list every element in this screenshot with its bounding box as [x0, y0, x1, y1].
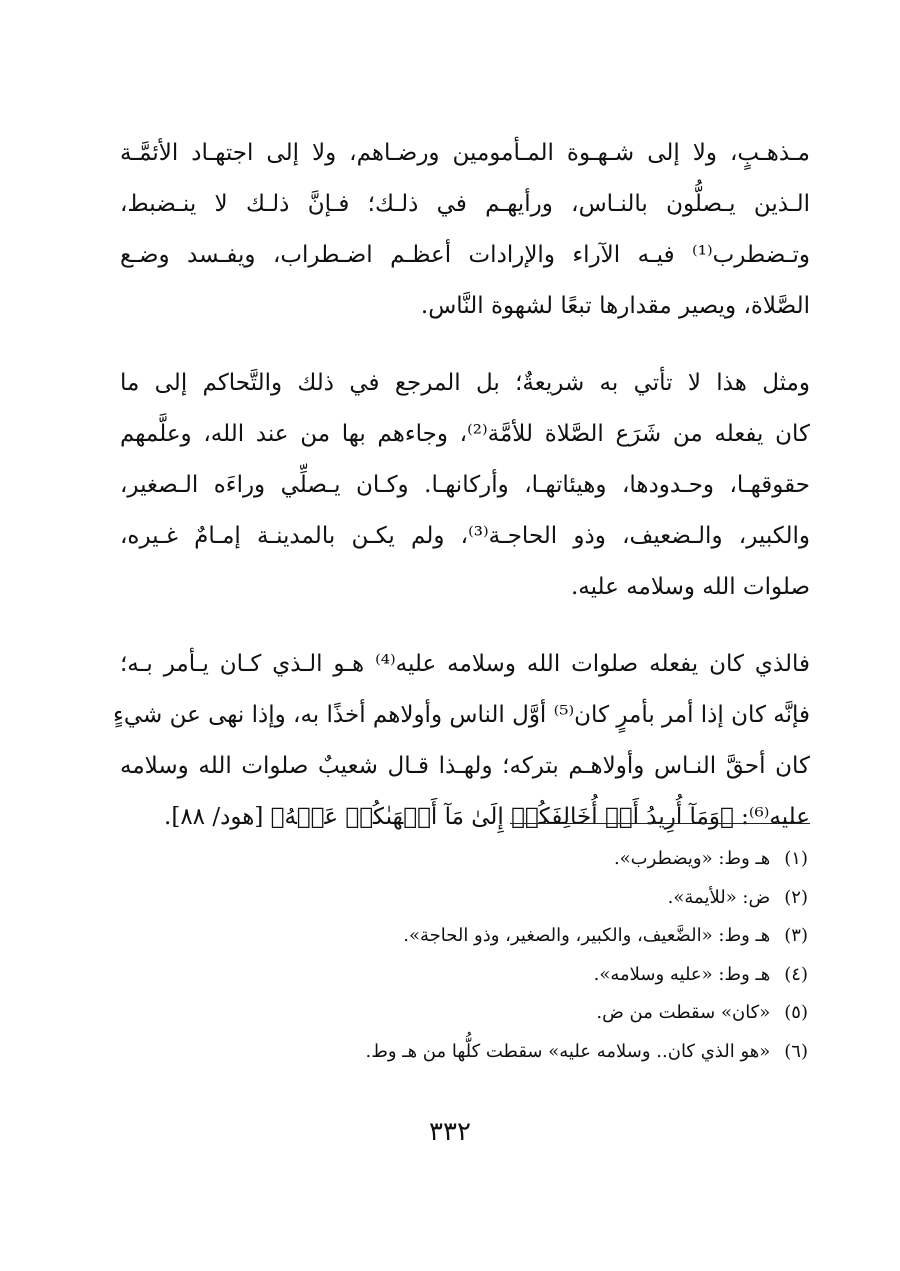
paragraph — [120, 358, 810, 613]
text-line: والكبير، والـضعيف، وذو الحاجـة⁽³⁾، ولم يكـن بالمدينـة إمـامٌ غـيره، — [120, 523, 810, 549]
footnote — [248, 956, 808, 995]
text-line: كان يفعله من شَرَع الصَّلاة للأمَّة⁽²⁾، وجاءهم بها من عند الله، وعلَّمهم — [120, 421, 810, 447]
text-line: مـذهـبٍ، ولا إلى شـهـوة المـأمومين ورضـاهم، ولا إلى اجتهـاد الأئمَّـة — [120, 140, 810, 166]
text-line: عليه⁽⁶⁾: ﴿وَمَآ أُرِيدُ أَنۡ أُخَالِفَكُمۡ إِلَىٰ مَآ أَنۡهَىٰكُمۡ عَنۡهُ﴾ [هود/ ٨٨]. — [164, 804, 810, 830]
paragraph — [113, 639, 810, 843]
text-line: صلوات الله وسلامه عليه. — [570, 574, 810, 600]
footnote-number: (٦) — [784, 1040, 808, 1062]
footnote-number: (٣) — [784, 925, 808, 946]
text-line: كان أحقَّ النـاس وأولاهـم بتركه؛ ولهـذا قـال شعيبٌ صلوات الله وسلامه — [120, 753, 810, 779]
text-line: فالذي كان يفعله صلوات الله وسلامه عليه⁽⁴⁾ هـو الـذي كـان يـأمر بـه؛ — [120, 651, 810, 677]
main-text — [113, 128, 810, 869]
footnotes — [248, 840, 808, 1071]
paragraph — [120, 128, 810, 332]
footnote-text: هـ وط: «ويضطرب». — [613, 848, 771, 869]
footnote-number: (١) — [784, 848, 808, 869]
footnote-text: هـ وط: «الضَّعيف، والكبير، والصغير، وذو الحاجة». — [403, 925, 771, 946]
footnote-text: هـ وط: «عليه وسلامه». — [593, 963, 771, 985]
footnote — [248, 879, 808, 918]
footnote — [248, 1033, 808, 1072]
footnote-text: ض: «للأيمة». — [667, 886, 771, 908]
footnote — [248, 840, 808, 879]
footnote-number: (٤) — [784, 963, 808, 985]
footnote-number: (٥) — [784, 1002, 808, 1023]
footnote-number: (٢) — [784, 886, 808, 908]
page-number: ٣٣٢ — [429, 1117, 471, 1147]
text-line: الـذين يـصلُّون بالنـاس، ورأيهـم في ذلـك؛ فـإنَّ ذلـك لا ينـضبط، — [120, 191, 810, 217]
text-line: وتـضطرب⁽¹⁾ فيـه الآراء والإرادات أعظـم اضـطراب، ويفـسد وضـع — [120, 242, 810, 268]
footnote — [248, 917, 808, 956]
footnote-text: «هو الذي كان.. وسلامه عليه» سقطت كلُّها من هـ وط. — [365, 1040, 771, 1062]
footnote-separator — [510, 823, 810, 824]
text-line: حقوقهـا، وحـدودها، وهيئاتهـا، وأركانهـا. وكـان يـصلِّي وراءَه الـصغير، — [120, 472, 810, 498]
footnote-text: «كان» سقطت من ض. — [596, 1002, 771, 1023]
text-line: ومثل هذا لا تأتي به شريعةٌ؛ بل المرجع في ذلك والتَّحاكم إلى ما — [120, 370, 810, 396]
text-line: فإنَّه كان إذا أمر بأمرٍ كان⁽⁵⁾ أوَّل الناس وأولاهم أخذًا به، وإذا نهى عن شيءٍ — [113, 702, 810, 728]
text-line: الصَّلاة، ويصير مقدارها تبعًا لشهوة النَّاس. — [420, 293, 810, 319]
footnote — [248, 994, 808, 1033]
